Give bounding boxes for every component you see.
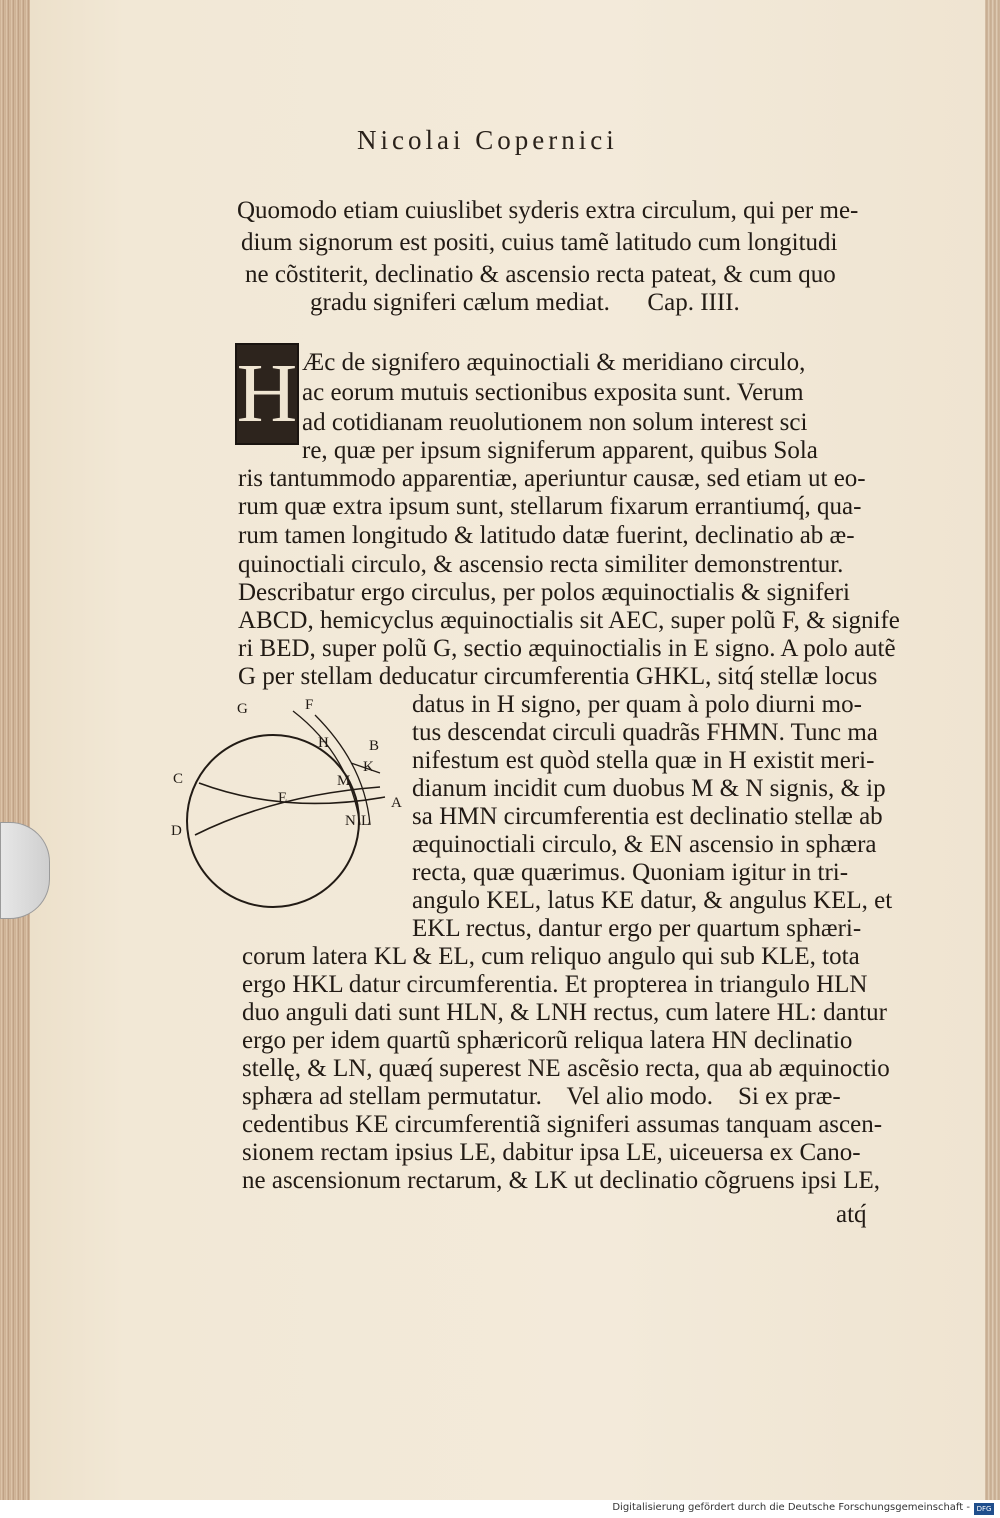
diagram-label: C [173, 771, 184, 787]
page-edges-right [985, 0, 1000, 1500]
body-line: Describatur ergo circulus, per polos æquinoctialis & signiferi [238, 579, 850, 606]
footer-bar [0, 1500, 1000, 1518]
body-line: ergo HKL datur circumferentia. Et propterea in triangulo HLN [242, 971, 868, 998]
body-line: rum tamen longitudo & latitudo datæ fuerint, declinatio ab æ- [238, 522, 855, 549]
body-line: sphæra ad stellam permutatur. Vel alio modo. Si ex præ- [242, 1083, 841, 1110]
celestial-sphere-diagram [165, 695, 405, 915]
diagram-label: A [391, 795, 402, 811]
body-line: cedentibus KE circumferentiã signiferi assumas tanquam ascen- [242, 1111, 883, 1138]
body-line: duo anguli dati sunt HLN, & LNH rectus, cum latere HL: dantur [242, 999, 887, 1026]
body-line: datus in H signo, per quam à polo diurni mo- [412, 691, 862, 718]
body-line: ac eorum mutuis sectionibus exposita sunt. Verum [302, 379, 804, 406]
body-line: quinoctiali circulo, & ascensio recta similiter demonstrentur. [238, 551, 844, 578]
body-line: corum latera KL & EL, cum reliquo angulo qui sub KLE, tota [242, 943, 860, 970]
body-line: G per stellam deducatur circumferentia GHKL, sitq́ stellæ locus [238, 663, 878, 690]
body-line: angulo KEL, latus KE datur, & angulus KEL, et [412, 887, 893, 914]
body-line: æquinoctiali circulo, & EN ascensio in sphæra [412, 831, 877, 858]
body-line: dianum incidit cum duobus M & N signis, & ip [412, 775, 886, 802]
body-line: recta, quæ quærimus. Quoniam igitur in tri- [412, 859, 849, 886]
body-line: ad cotidianam reuolutionem non solum interest sci [302, 409, 808, 436]
diagram-label: G [237, 701, 248, 717]
decorated-initial [235, 343, 299, 445]
diagram-label: N [345, 813, 356, 829]
body-line: ri BED, super polũ G, sectio æquinoctialis in E signo. A polo autẽ [238, 635, 896, 662]
body-line: rum quæ extra ipsum sunt, stellarum fixarum errantiumq́, qua- [238, 493, 862, 520]
running-header: Nicolai Copernici [357, 125, 618, 155]
body-line: nifestum est quòd stella quæ in H existit meri- [412, 747, 875, 774]
body-line: ris tantummodo apparentiæ, aperiuntur causæ, sed etiam ut eo- [238, 465, 866, 492]
body-line: ne ascensionum rectarum, & LK ut declinatio cõgruens ipsi LE, [242, 1167, 881, 1194]
diagram-label: L [361, 813, 371, 829]
footer-credit: Digitalisierung gefördert durch die Deutsche Forschungsgemeinschaft - [612, 1502, 970, 1513]
body-line: sa HMN circumferentia est declinatio stellæ ab [412, 803, 883, 830]
body-line: sionem rectam ipsius LE, dabitur ipsa LE, uiceuersa ex Cano- [242, 1139, 861, 1166]
body-line: Æc de signifero æquinoctiali & meridiano circulo, [302, 349, 806, 376]
chapter-heading-line: ne cõstiterit, declinatio & ascensio recta pateat, & cum quo [245, 261, 836, 288]
body-line: ABCD, hemicyclus æquinoctialis sit AEC, super polũ F, & signife [238, 607, 900, 634]
diagram-label: K [363, 759, 374, 775]
body-line: EKL rectus, dantur ergo per quartum sphæri- [412, 915, 862, 942]
diagram-label: F [305, 697, 314, 713]
chapter-heading-line: dium signorum est positi, cuius tamẽ latitudo cum longitudi [241, 229, 838, 256]
meridian-circle [187, 735, 359, 907]
body-line: ergo per idem quartũ sphæricorũ reliqua latera HN declinatio [242, 1027, 853, 1054]
diagram-label: H [318, 735, 329, 751]
diagram-label: E [278, 790, 288, 806]
chapter-heading-line: gradu signiferi cælum mediat. Cap. IIII. [310, 289, 740, 316]
diagram-label: B [369, 738, 380, 754]
body-line: stellę, & LN, quæq́ superest NE ascẽsio recta, qua ab æquinoctio [242, 1055, 890, 1082]
catchword: atq́ [836, 1201, 867, 1228]
body-line: tus descendat circuli quadrãs FHMN. Tunc ma [412, 719, 878, 746]
diagram-label: D [171, 823, 182, 839]
drop-cap-letter: H [236, 347, 298, 440]
chapter-heading-line: Quomodo etiam cuiuslibet syderis extra circulum, qui per me- [237, 197, 859, 224]
dfg-logo: DFG [974, 1503, 994, 1515]
body-line: re, quæ per ipsum signiferum apparent, quibus Sola [302, 437, 818, 464]
diagram-label: M [337, 773, 351, 789]
